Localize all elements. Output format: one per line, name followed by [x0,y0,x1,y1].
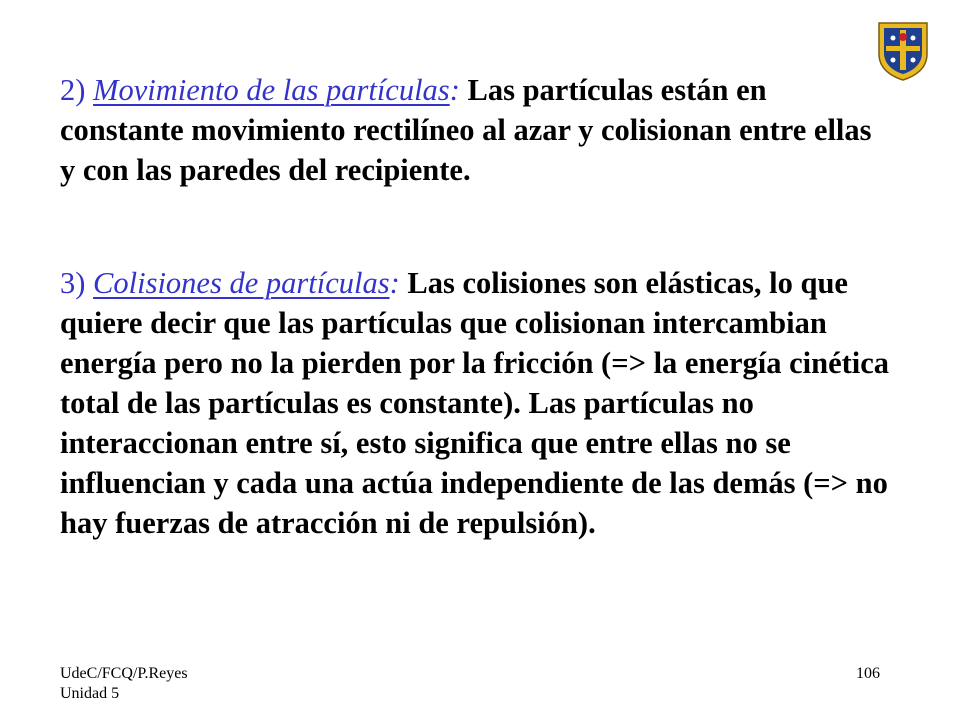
footer-source-line1: UdeC/FCQ/P.Reyes [60,665,188,682]
paragraph-colisiones [60,263,892,543]
paragraph-body: Las partículas están en constante movimiento rectilíneo al azar y colisionan entre ellas y con las paredes del recipiente. [60,73,872,187]
page-number: 106 [856,665,880,682]
heading-colon: : [389,266,400,300]
paragraph-heading: Colisiones de partículas [93,266,390,300]
paragraph-number: 3) [60,266,86,300]
paragraph-body: Las colisiones son elásticas, lo que quiere decir que las partículas que colisionan intercambian energía pero no la pierden por la fricción (=> la energía cinética total de las partículas es constante). Las partículas no interaccionan entre sí, esto significa que entre ellas no se influencian y cada una actúa independiente de las demás (=> no hay fuerzas de atracción ni de repulsión). [60,266,890,540]
heading-colon: : [449,73,460,107]
footer-source [60,664,188,704]
paragraph-heading: Movimiento de las partículas [93,73,450,107]
footer-source-line2: Unidad 5 [60,685,120,702]
paragraph-movimiento [60,70,892,190]
paragraph-number: 2) [60,73,86,107]
